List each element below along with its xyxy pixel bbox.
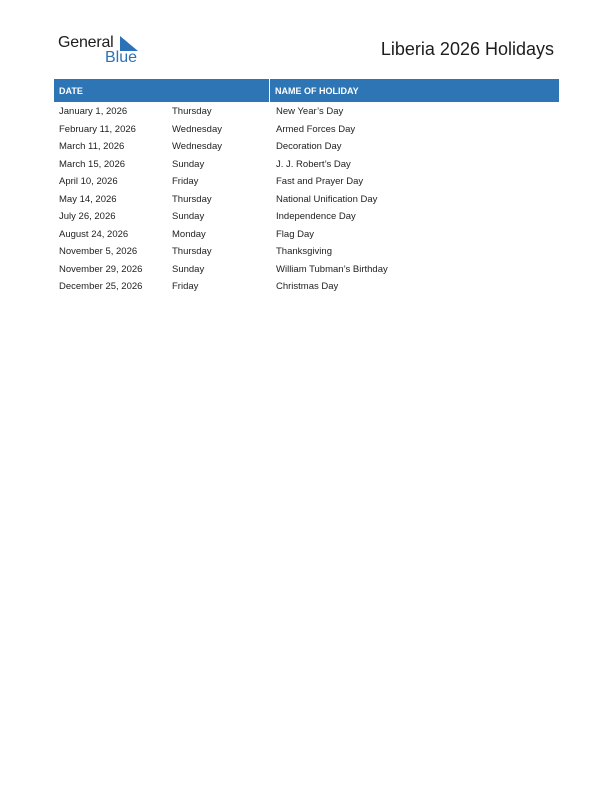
holiday-weekday: Wednesday — [172, 123, 222, 135]
logo-text-blue: Blue — [105, 49, 138, 66]
holiday-date: April 10, 2026 — [59, 176, 118, 188]
holiday-weekday: Friday — [172, 176, 199, 188]
holiday-name: William Tubman’s Birthday — [276, 263, 388, 275]
holiday-weekday: Sunday — [172, 263, 205, 275]
holiday-name: Thanksgiving — [276, 246, 332, 258]
holiday-name: Fast and Prayer Day — [276, 176, 364, 188]
holiday-date: January 1, 2026 — [59, 106, 128, 118]
table-row — [54, 261, 559, 279]
table-row — [54, 138, 559, 156]
holiday-name: National Unification Day — [276, 193, 378, 205]
table-row — [54, 278, 559, 296]
generalblue-logo — [58, 34, 148, 68]
holiday-name: Decoration Day — [276, 141, 342, 153]
table-body — [54, 102, 559, 296]
column-header-date: DATE — [59, 85, 83, 96]
logo-text-general: General — [58, 34, 114, 51]
holiday-weekday: Sunday — [172, 211, 205, 223]
holiday-date: August 24, 2026 — [59, 228, 129, 240]
table-row — [54, 121, 559, 139]
holiday-weekday: Thursday — [172, 106, 212, 118]
holiday-name: Independence Day — [276, 211, 356, 223]
table-row — [54, 191, 559, 209]
table-row — [54, 103, 559, 121]
table-row — [54, 226, 559, 244]
table-row — [54, 243, 559, 261]
table-header — [54, 79, 559, 102]
holiday-name: Armed Forces Day — [276, 123, 356, 135]
holiday-name: Flag Day — [276, 228, 315, 240]
holiday-date: July 26, 2026 — [59, 211, 116, 223]
table-row — [54, 156, 559, 174]
holiday-weekday: Thursday — [172, 246, 212, 258]
holiday-weekday: Friday — [172, 281, 199, 293]
holiday-name: J. J. Robert’s Day — [276, 158, 351, 170]
holiday-date: December 25, 2026 — [59, 281, 143, 293]
table-row — [54, 173, 559, 191]
holiday-weekday: Monday — [172, 228, 206, 240]
holiday-name: Christmas Day — [276, 281, 339, 293]
holiday-date: March 11, 2026 — [59, 141, 125, 153]
holiday-table — [54, 79, 559, 296]
holiday-date: May 14, 2026 — [59, 193, 117, 205]
holiday-date: November 29, 2026 — [59, 263, 143, 275]
holiday-date: November 5, 2026 — [59, 246, 138, 258]
column-header-holiday: NAME OF HOLIDAY — [275, 85, 359, 96]
holiday-weekday: Thursday — [172, 193, 212, 205]
holiday-date: March 15, 2026 — [59, 158, 126, 170]
holiday-date: February 11, 2026 — [59, 123, 136, 135]
holiday-weekday: Sunday — [172, 158, 205, 170]
holiday-weekday: Wednesday — [172, 141, 222, 153]
table-row — [54, 208, 559, 226]
holiday-name: New Year’s Day — [276, 106, 344, 118]
page-title: Liberia 2026 Holidays — [380, 39, 554, 59]
